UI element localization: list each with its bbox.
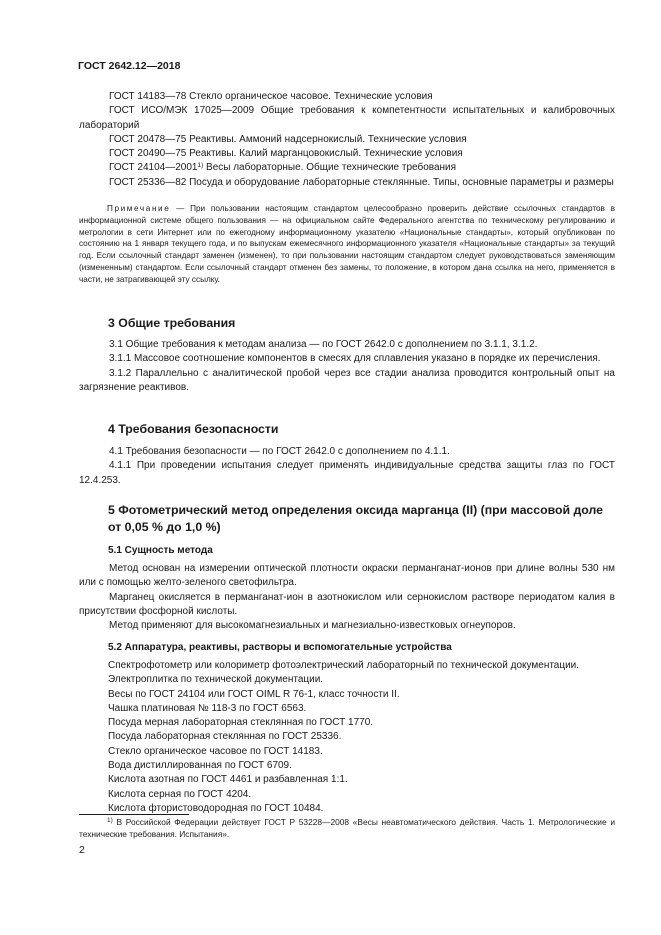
equipment-item: Спектрофотометр или колориметр фотоэлектрический лабораторный по технической документации. — [108, 660, 580, 671]
document-header: ГОСТ 2642.12—2018 — [78, 60, 181, 72]
reference-item: ГОСТ 20478—75 Реактивы. Аммоний надсернокислый. Технические условия — [109, 133, 467, 145]
reference-item: ГОСТ ИСО/МЭК 17025—2009 Общие требования к компетентности испытательных и калибровочных лабораторий — [79, 105, 615, 131]
section-4-heading: 4 Требования безопасности — [108, 422, 279, 436]
equipment-item: Кислота серная по ГОСТ 4204. — [108, 788, 252, 800]
equipment-item: Электроплитка по технической документации. — [108, 674, 324, 686]
equipment-item: Кислота азотная по ГОСТ 4461 и разбавленная 1:1. — [108, 774, 348, 786]
section-5-heading: 5 Фотометрический метод определения оксида марганца (II) (при массовой доле от 0,05 % до 1,0 %) — [108, 503, 603, 534]
equipment-item: Весы по ГОСТ 24104 или ГОСТ OIML R 76-1, класс точности II. — [108, 688, 400, 700]
note-text: — При пользовании настоящим стандартом целесообразно проверить действие ссылочных стандартов в информационной системе общего пользования — на официальном сайте Федерального агентства по техническому регулированию и метрологии в сети Интернет или по ежегодному информационному указателю «Национальные стандарты», который опубликован по состоянию на 1 января текущего года, и по выпускам ежемесячного информационного указателя «Национальные стандарты» за текущий год. Если ссылочный стандарт заменен (изменен), то при пользовании настоящим стандартом следует руководствоваться заменяющим (измененным) стандартом. Если ссылочный стандарт отменен без замены, то положение, в котором дана ссылка на него, применяется в части, не затрагивающей эту ссылку. — [79, 204, 615, 284]
paragraph: Метод основан на измерении оптической плотности окраски перманганат-ионов при длине волны 530 нм или с помощью желто-зеленого светофильтра. — [79, 563, 615, 589]
footnote-marker: 1) — [197, 162, 204, 170]
equipment-item: Посуда мерная лабораторная стеклянная по ГОСТ 1770. — [108, 717, 374, 729]
subsection-5-1-heading: 5.1 Сущность метода — [108, 545, 213, 556]
note-label: Примечание — [107, 204, 171, 213]
note-block — [79, 203, 615, 286]
section-3-body — [79, 338, 615, 395]
reference-item: ГОСТ 14183—78 Стекло органическое часовое. Технические условия — [109, 91, 433, 102]
reference-item: ГОСТ 20490—75 Реактивы. Калий марганцовокислый. Технические условия — [109, 148, 463, 160]
footnote-marker: 1) — [107, 817, 113, 824]
equipment-item: Кислота фтористоводородная по ГОСТ 10484. — [108, 802, 324, 814]
equipment-item: Вода дистиллированная по ГОСТ 6709. — [108, 760, 292, 772]
paragraph: Метод применяют для высокомагнезиальных и магнезиально-известковых огнеупоров. — [109, 620, 516, 632]
subsection-5-1-body — [79, 562, 615, 633]
equipment-list — [108, 659, 614, 816]
section-3-heading: 3 Общие требования — [108, 316, 236, 330]
paragraph: 4.1.1 При проведении испытания следует применять индивидуальные средства защиты глаз по ГОСТ 12.4.253. — [79, 460, 615, 486]
subsection-5-2-heading: 5.2 Аппаратура, реактивы, растворы и вспомогательные устройства — [108, 642, 452, 653]
equipment-item: Чашка платиновая № 118-3 по ГОСТ 6563. — [108, 702, 307, 714]
paragraph: Марганец окисляется в перманганат-ион в азотнокислом или сернокислом растворе периодатом калия в присутствии фосфорной кислоты. — [79, 591, 615, 617]
section-4-body — [79, 445, 615, 488]
paragraph: 3.1.1 Массовое соотношение компонентов в смесях для сплавления указано в порядке их перечисления. — [109, 353, 601, 365]
footnote-separator — [79, 814, 189, 815]
reference-item: ГОСТ 24104—2001$^{1)}$ Весы лабораторные. Общие технические требования — [109, 162, 457, 174]
paragraph: 3.1 Общие требования к методам анализа — по ГОСТ 2642.0 с дополнением по 3.1.1, 3.1.2. — [109, 339, 538, 350]
normative-references — [79, 90, 615, 190]
footnote: $^{1)}$ В Российской Федерации действует ГОСТ Р 53228—2008 «Весы неавтоматического действия. Часть 1. Метрологические и технические требования. Испытания». — [79, 817, 615, 839]
paragraph: 4.1 Требования безопасности — по ГОСТ 2642.0 с дополнением по 4.1.1. — [109, 446, 450, 457]
page-number: 2 — [79, 844, 85, 856]
equipment-item: Посуда лабораторная стеклянная по ГОСТ 25336. — [108, 731, 342, 743]
paragraph: 3.1.2 Параллельно с аналитической пробой через все стадии анализа проводится контрольный опыт на загрязнение реактивов. — [79, 367, 615, 393]
equipment-item: Стекло органическое часовое по ГОСТ 14183. — [108, 745, 323, 757]
reference-item: ГОСТ 25336—82 Посуда и оборудование лабораторные стеклянные. Типы, основные параметры и размеры — [109, 176, 614, 188]
